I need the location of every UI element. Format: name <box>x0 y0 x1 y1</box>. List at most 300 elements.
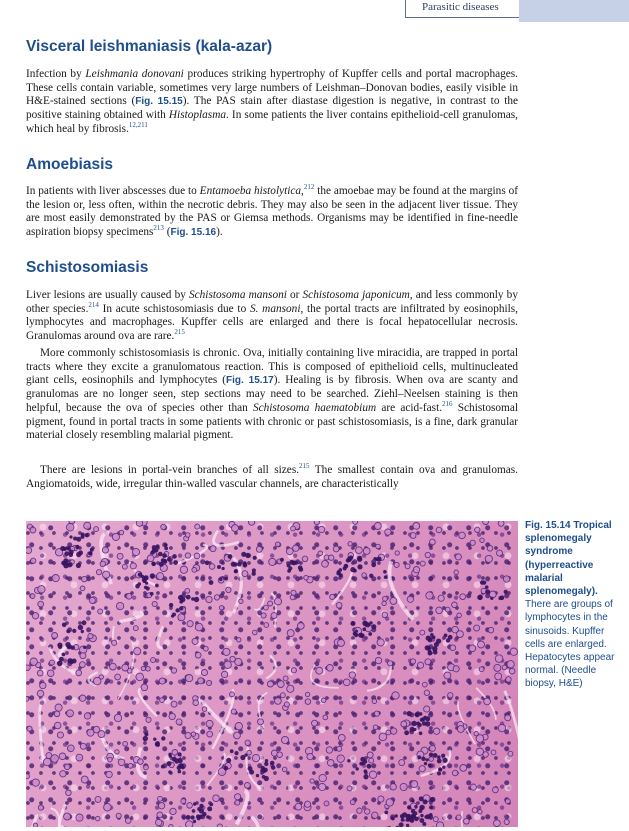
hepatocyte-nucleus <box>419 766 425 772</box>
text-segment: Histoplasma <box>168 109 227 122</box>
citation-superscript: 216 <box>442 400 453 409</box>
hepatocyte-nucleus <box>194 553 200 559</box>
hepatocyte-nucleus <box>37 690 44 697</box>
hepatocyte-nucleus <box>231 709 236 714</box>
hepatocyte-nucleus <box>365 809 370 814</box>
lymphocyte <box>179 600 183 604</box>
hepatocyte-nucleus <box>213 795 220 802</box>
lymphocyte <box>430 797 435 802</box>
lymphocyte <box>441 754 445 758</box>
hepatocyte-nucleus <box>310 779 314 783</box>
lymphocyte <box>413 728 417 732</box>
text-segment: Leishmania donovani <box>85 68 184 80</box>
lymphocyte <box>69 552 74 557</box>
hepatocyte-nucleus <box>269 558 276 565</box>
hepatocyte-nucleus <box>206 720 213 727</box>
hepatocyte-nucleus <box>429 757 434 762</box>
lymphocyte <box>433 650 438 655</box>
hepatocyte-nucleus <box>493 787 499 793</box>
hepatocyte-nucleus <box>405 564 410 569</box>
lymphocyte <box>252 568 256 572</box>
hepatocyte-nucleus <box>66 524 74 532</box>
hepatocyte-nucleus <box>349 672 355 678</box>
hepatocyte-nucleus <box>136 673 144 681</box>
lymphocyte <box>357 564 362 569</box>
sinusoid-streak <box>332 568 352 604</box>
hepatocyte-nucleus <box>382 601 386 605</box>
hepatocyte-nucleus <box>268 601 273 606</box>
hepatocyte-nucleus <box>401 721 407 727</box>
sinusoid-streak <box>214 531 239 546</box>
hepatocyte-nucleus <box>372 699 377 704</box>
hepatocyte-nucleus <box>390 728 396 734</box>
text-segment: produces striking hypertrophy of Kupffer cells and portal macrophages. These cells contain variable, sometimes very large numbers of Leishman–Donovan bodies, easily visible in H&E-stained sections ( <box>26 68 518 108</box>
lymphocyte <box>395 814 398 817</box>
lymphocyte <box>406 824 409 827</box>
hepatocyte-nucleus <box>484 698 491 705</box>
lymphocyte <box>485 589 490 594</box>
hepatocyte-nucleus <box>420 561 425 566</box>
lymphocyte <box>424 762 427 765</box>
hepatocyte-nucleus <box>383 596 388 601</box>
lymphocyte <box>371 562 376 567</box>
hepatocyte-nucleus <box>51 755 59 763</box>
hepatocyte-nucleus <box>302 556 308 562</box>
hepatocyte-nucleus <box>146 667 151 672</box>
hepatocyte-nucleus <box>104 803 112 811</box>
hepatocyte-nucleus <box>350 800 355 805</box>
hepatocyte-nucleus <box>277 752 283 758</box>
hepatocyte-nucleus <box>66 790 72 796</box>
lymphocyte <box>144 575 149 580</box>
lymphocyte <box>347 556 352 561</box>
lymphocyte <box>202 812 207 817</box>
lymphocyte <box>217 565 221 569</box>
hepatocyte-nucleus <box>80 586 85 591</box>
lymphocyte <box>164 543 167 546</box>
hepatocyte-nucleus <box>479 667 484 672</box>
lymphocyte <box>59 657 64 662</box>
hepatocyte-nucleus <box>95 796 101 802</box>
hepatocyte-nucleus <box>407 596 413 602</box>
lymphocyte <box>205 561 210 566</box>
hepatocyte-nucleus <box>261 613 266 618</box>
hepatocyte-nucleus <box>457 726 464 733</box>
sinusoid-streak <box>311 665 339 688</box>
lymphocyte <box>419 732 423 736</box>
lymphocyte <box>186 595 191 600</box>
lymphocyte <box>399 822 404 827</box>
lymphocyte <box>426 636 431 641</box>
lymphocyte <box>289 560 294 565</box>
hepatocyte-nucleus <box>425 659 431 665</box>
hepatocyte-nucleus <box>26 696 29 701</box>
lymphocyte <box>178 752 182 756</box>
hepatocyte-nucleus <box>119 530 124 535</box>
lymphocyte <box>288 566 292 570</box>
hepatocyte-nucleus <box>305 801 311 807</box>
hepatocyte-nucleus <box>495 655 503 663</box>
hepatocyte-nucleus <box>98 609 103 614</box>
hepatocyte-nucleus <box>191 732 195 736</box>
hepatocyte-nucleus <box>318 526 324 532</box>
lymphocyte <box>407 805 411 809</box>
hepatocyte-nucleus <box>283 676 288 681</box>
lymphocyte <box>490 597 493 600</box>
hepatocyte-nucleus <box>125 818 131 824</box>
hepatocyte-nucleus <box>375 657 381 663</box>
hepatocyte-nucleus <box>178 614 185 621</box>
hepatocyte-nucleus <box>474 625 480 631</box>
hepatocyte-nucleus <box>30 594 35 599</box>
hepatocyte-nucleus <box>157 812 163 818</box>
running-header-block <box>519 0 629 22</box>
hepatocyte-nucleus <box>151 658 156 663</box>
hepatocyte-nucleus <box>152 601 157 606</box>
lymphocyte <box>172 554 177 559</box>
lymphocyte <box>367 764 372 769</box>
hepatocyte-nucleus <box>128 763 133 768</box>
lymphocyte <box>63 547 67 551</box>
hepatocyte-nucleus <box>436 607 443 614</box>
hepatocyte-nucleus <box>363 548 370 555</box>
hepatocyte-nucleus <box>275 542 280 547</box>
hepatocyte-nucleus <box>224 661 231 668</box>
hepatocyte-nucleus <box>386 799 393 806</box>
hepatocyte-nucleus <box>185 533 190 538</box>
hepatocyte-nucleus <box>453 666 459 672</box>
hepatocyte-nucleus <box>201 669 207 675</box>
lymphocyte <box>426 758 429 761</box>
lymphocyte <box>294 561 298 565</box>
hepatocyte-nucleus <box>457 631 464 638</box>
lymphocyte <box>427 646 431 650</box>
lymphocyte <box>73 537 77 541</box>
hepatocyte-nucleus <box>126 593 132 599</box>
lymphocyte <box>209 580 214 585</box>
lymphocyte <box>421 757 425 761</box>
lymphocyte <box>175 608 179 612</box>
hepatocyte-nucleus <box>304 575 309 580</box>
lymphocyte <box>66 629 70 633</box>
hepatocyte-nucleus <box>372 812 378 818</box>
lymphocyte <box>419 712 423 716</box>
hepatocyte-nucleus <box>146 717 151 722</box>
hepatocyte-nucleus <box>323 715 328 720</box>
hepatocyte-nucleus <box>38 601 44 607</box>
hepatocyte-nucleus <box>318 551 323 556</box>
text-segment: ). <box>216 226 223 239</box>
lymphocyte <box>197 817 201 821</box>
hepatocyte-nucleus <box>38 805 43 810</box>
lymphocyte <box>420 818 425 823</box>
hepatocyte-nucleus <box>274 598 281 605</box>
lymphocyte <box>192 809 196 813</box>
hepatocyte-nucleus <box>338 639 345 646</box>
lymphocyte <box>62 653 66 657</box>
hepatocyte-nucleus <box>84 713 90 719</box>
hepatocyte-nucleus <box>136 521 142 526</box>
hepatocyte-nucleus <box>347 786 352 791</box>
lymphocyte <box>425 721 430 726</box>
hepatocyte-nucleus <box>305 699 311 705</box>
hepatocyte-nucleus <box>382 612 388 618</box>
hepatocyte-nucleus <box>207 680 212 685</box>
lymphocyte <box>261 769 266 774</box>
hepatocyte-nucleus <box>336 602 342 608</box>
hepatocyte-nucleus <box>456 815 461 820</box>
hepatocyte-nucleus <box>433 728 439 734</box>
hepatocyte-nucleus <box>367 752 373 758</box>
hepatocyte-nucleus <box>488 627 494 633</box>
hepatocyte-nucleus <box>49 660 54 665</box>
hepatocyte-nucleus <box>343 679 350 686</box>
hepatocyte-nucleus <box>96 570 101 575</box>
hepatocyte-nucleus <box>470 540 475 545</box>
hepatocyte-nucleus <box>217 824 222 827</box>
hepatocyte-nucleus <box>470 784 476 790</box>
lymphocyte <box>270 761 275 766</box>
text-segment: In acute schistosomiasis due to <box>98 302 250 315</box>
hepatocyte-nucleus <box>436 527 442 533</box>
lymphocyte <box>78 625 83 630</box>
hepatocyte-nucleus <box>469 645 476 652</box>
lymphocyte <box>64 551 69 556</box>
hepatocyte-nucleus <box>76 754 83 761</box>
lymphocyte <box>362 628 366 632</box>
hepatocyte-nucleus <box>455 554 461 560</box>
hepatocyte-nucleus <box>424 706 430 712</box>
hepatocyte-nucleus <box>245 783 251 789</box>
hepatocyte-nucleus <box>31 558 36 563</box>
hepatocyte-nucleus <box>133 626 138 631</box>
lymphocyte <box>249 770 254 775</box>
hepatocyte-nucleus <box>410 533 416 539</box>
lymphocyte <box>339 568 343 572</box>
lymphocyte <box>186 815 191 820</box>
figure-title: Tropical splenomegaly syndrome (hyperreactive malarial splenomegaly). <box>525 520 612 598</box>
hepatocyte-nucleus <box>33 823 37 827</box>
lymphocyte <box>240 755 245 760</box>
hepatocyte-nucleus <box>132 548 139 555</box>
hepatocyte-nucleus <box>112 533 119 540</box>
hepatocyte-nucleus <box>330 594 335 599</box>
lymphocyte <box>222 567 225 570</box>
lymphocyte <box>383 570 387 574</box>
lymphocyte <box>414 805 417 808</box>
hepatocyte-nucleus <box>130 563 136 569</box>
lymphocyte <box>164 547 168 551</box>
hepatocyte-nucleus <box>192 638 198 644</box>
hepatocyte-nucleus <box>478 641 485 648</box>
hepatocyte-nucleus <box>115 674 121 680</box>
lymphocyte <box>153 738 156 741</box>
hepatocyte-nucleus <box>108 757 113 762</box>
hepatocyte-nucleus <box>395 551 399 555</box>
lymphocyte <box>373 557 376 560</box>
hepatocyte-nucleus <box>280 693 285 698</box>
hepatocyte-nucleus <box>508 751 513 756</box>
citation-superscript: 212 <box>303 183 315 192</box>
hepatocyte-nucleus <box>117 553 123 559</box>
lymphocyte <box>169 755 172 758</box>
text-segment: Schistosoma haematobium <box>252 401 377 414</box>
hepatocyte-nucleus <box>232 525 239 532</box>
hepatocyte-nucleus <box>95 816 100 821</box>
hepatocyte-nucleus <box>327 760 334 767</box>
lymphocyte <box>75 545 79 549</box>
hepatocyte-nucleus <box>429 745 435 751</box>
hepatocyte-nucleus <box>505 715 511 721</box>
lymphocyte <box>169 603 173 607</box>
lymphocyte <box>362 621 367 626</box>
lymphocyte <box>429 805 433 809</box>
lymphocyte <box>438 767 442 771</box>
lymphocyte <box>444 634 448 638</box>
text-segment: ). The PAS stain after diastase digestion is negative, in contrast to the positive staining obtained with <box>26 95 518 122</box>
lymphocyte <box>67 546 71 550</box>
hepatocyte-nucleus <box>394 562 399 567</box>
hepatocyte-nucleus <box>337 746 342 751</box>
sinusoid-streak <box>389 561 413 619</box>
hepatocyte-nucleus <box>444 672 451 679</box>
lymphocyte <box>193 820 196 823</box>
hepatocyte-nucleus <box>186 675 193 682</box>
lymphocyte <box>146 586 150 590</box>
hepatocyte-nucleus <box>476 735 484 743</box>
hepatocyte-nucleus <box>509 668 515 674</box>
lymphocyte <box>237 562 242 567</box>
paragraph-amoebiasis <box>26 185 518 240</box>
lymphocyte <box>265 759 268 762</box>
hepatocyte-nucleus <box>357 808 362 813</box>
hepatocyte-nucleus <box>43 758 51 766</box>
hepatocyte-nucleus <box>27 726 32 731</box>
hepatocyte-nucleus <box>264 623 269 628</box>
lymphocyte <box>90 548 94 552</box>
hepatocyte-nucleus <box>80 662 86 668</box>
lymphocyte <box>345 565 348 568</box>
hepatocyte-nucleus <box>209 564 215 570</box>
hepatocyte-nucleus <box>430 539 436 545</box>
hepatocyte-nucleus <box>324 801 329 806</box>
citation-superscript: 213 <box>153 224 164 233</box>
lymphocyte <box>173 560 178 565</box>
lymphocyte <box>384 576 387 579</box>
text-segment: Schistosoma japonicum <box>302 289 410 301</box>
text-segment: , the portal tracts are infiltrated by eosinophils, lymphocytes and macrophages. Kupffer cells are enlarged and there is focal hepatocellular necrosis. Granulomas around ova are rare. <box>26 302 518 343</box>
hepatocyte-nucleus <box>52 575 59 582</box>
micrograph-texture <box>26 521 518 827</box>
hepatocyte-nucleus <box>76 814 83 821</box>
hepatocyte-nucleus <box>54 711 60 717</box>
hepatocyte-nucleus <box>122 664 129 671</box>
lymphocyte <box>425 814 430 819</box>
hepatocyte-nucleus <box>59 753 66 760</box>
lymphocyte <box>413 811 417 815</box>
hepatocyte-nucleus <box>293 545 299 551</box>
hepatocyte-nucleus <box>420 630 425 635</box>
lymphocyte <box>437 755 441 759</box>
hepatocyte-nucleus <box>275 698 282 705</box>
lymphocyte <box>421 717 425 721</box>
lymphocyte <box>443 758 448 763</box>
hepatocyte-nucleus <box>30 527 36 533</box>
hepatocyte-nucleus <box>426 592 433 599</box>
hepatocyte-nucleus <box>186 821 193 827</box>
lymphocyte <box>253 556 257 560</box>
hepatocyte-nucleus <box>253 630 258 635</box>
hepatocyte-nucleus <box>26 547 32 553</box>
hepatocyte-nucleus <box>84 522 91 529</box>
lymphocyte <box>280 558 284 562</box>
hepatocyte-nucleus <box>100 561 105 566</box>
hepatocyte-nucleus <box>392 692 399 699</box>
hepatocyte-nucleus <box>158 796 163 801</box>
hepatocyte-nucleus <box>87 729 94 736</box>
hepatocyte-nucleus <box>169 713 175 719</box>
sinusoid-streak <box>254 598 264 610</box>
lymphocyte <box>57 643 62 648</box>
hepatocyte-nucleus <box>171 668 176 673</box>
hepatocyte-nucleus <box>230 692 235 697</box>
lymphocyte <box>83 646 86 649</box>
hepatocyte-nucleus <box>258 719 264 725</box>
figure-caption <box>525 519 625 691</box>
lymphocyte <box>150 592 154 596</box>
hepatocyte-nucleus <box>239 599 243 603</box>
hepatocyte-nucleus <box>378 796 384 802</box>
lymphocyte <box>137 582 141 586</box>
hepatocyte-nucleus <box>187 803 193 809</box>
hepatocyte-nucleus <box>353 521 358 524</box>
sinusoid-streak <box>158 627 163 649</box>
text-segment: , and less commonly by other species. <box>26 289 518 315</box>
lymphocyte <box>369 574 373 578</box>
lymphocyte <box>430 633 434 637</box>
hepatocyte-nucleus <box>327 665 334 672</box>
hepatocyte-nucleus <box>502 665 507 670</box>
hepatocyte-nucleus <box>424 690 429 695</box>
hepatocyte-nucleus <box>237 638 241 642</box>
lymphocyte <box>230 749 234 753</box>
lymphocyte <box>76 563 81 568</box>
section-title-amoebiasis: Amoebiasis <box>26 156 114 173</box>
lymphocyte <box>85 533 89 537</box>
lymphocyte <box>151 562 156 567</box>
hepatocyte-nucleus <box>510 648 517 655</box>
lymphocyte <box>362 762 365 765</box>
lymphocyte <box>241 552 246 557</box>
lymphocyte <box>420 807 423 810</box>
lymphocyte <box>167 557 172 562</box>
hepatocyte-nucleus <box>40 682 46 688</box>
text-segment: are acid-fast. <box>376 401 443 414</box>
lymphocyte <box>339 573 343 577</box>
hepatocyte-nucleus <box>494 664 501 671</box>
sinusoid-streak <box>119 612 142 622</box>
lymphocyte <box>446 638 450 642</box>
hepatocyte-nucleus <box>115 750 119 754</box>
hepatocyte-nucleus <box>55 704 62 711</box>
hepatocyte-nucleus <box>422 682 427 687</box>
lymphocyte <box>425 716 430 721</box>
hepatocyte-nucleus <box>452 770 458 776</box>
hepatocyte-nucleus <box>291 526 296 531</box>
hepatocyte-nucleus <box>171 701 177 707</box>
hepatocyte-nucleus <box>252 754 259 761</box>
hepatocyte-nucleus <box>185 732 191 738</box>
